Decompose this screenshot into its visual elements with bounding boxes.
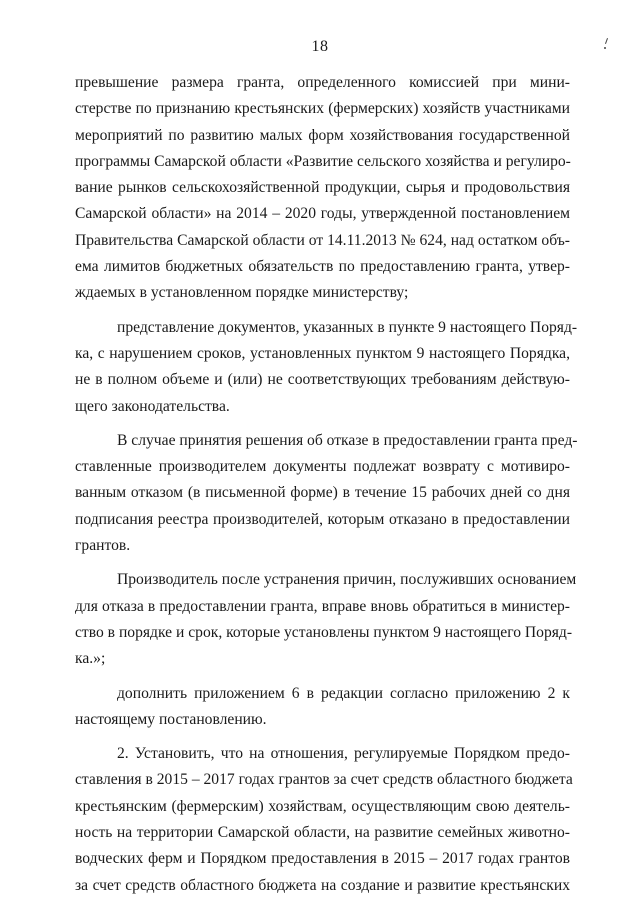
scan-artifact-mark	[604, 38, 612, 52]
text-line: ставленные производителем документы подлежат возврату с мотивиро-	[75, 458, 570, 476]
text-line: ка, с нарушением сроков, установленных пунктом 9 настоящего Порядка,	[75, 344, 570, 362]
text-line: дополнить приложением 6 в редакции согласно приложению 2 к	[117, 684, 570, 702]
text-line: подписания реестра производителей, которым отказано в предоставлении	[75, 510, 570, 528]
text-line: ставления в 2015 – 2017 годах грантов за счет средств областного бюджета	[75, 771, 573, 789]
text-line: для отказа в предоставлении гранта, вправе вновь обратиться в министер-	[75, 597, 570, 615]
text-line: ема лимитов бюджетных обязательств по предоставлению гранта, утвер-	[75, 258, 570, 276]
text-line: ство в порядке и срок, которые установлены пунктом 9 настоящего Поряд-	[75, 623, 573, 641]
paragraph-item-2	[75, 741, 573, 899]
text-line: грантов.	[75, 537, 131, 555]
paragraph-appendix	[75, 681, 570, 734]
text-line: программы Самарской области «Развитие сельского хозяйства и регулиро-	[75, 152, 571, 170]
text-line: вание рынков сельскохозяйственной продукции, сырья и продовольствия	[75, 179, 570, 197]
text-line: за счет средств областного бюджета на создание и развитие крестьянских	[75, 876, 570, 894]
text-line: не в полном объеме и (или) не соответствующих требованиям действую-	[75, 371, 570, 389]
text-line: В случае принятия решения об отказе в предоставлении гранта пред-	[117, 431, 578, 449]
paragraph-documents-violation	[75, 315, 578, 420]
text-line: ка.»;	[75, 650, 106, 668]
text-line: крестьянским (фермерским) хозяйствам, осуществляющим свою деятель-	[75, 797, 570, 815]
text-line: настоящему постановлению.	[75, 710, 267, 728]
text-line: ность на территории Самарской области, на развитие семейных животно-	[75, 824, 570, 842]
text-line: 2. Установить, что на отношения, регулируемые Порядком предо-	[117, 745, 570, 763]
text-line: превышение размера гранта, определенного комиссией при мини-	[75, 74, 570, 91]
text-line: ванным отказом (в письменной форме) в течение 15 рабочих дней со дня	[75, 484, 570, 502]
text-line: Правительства Самарской области от 14.11.2013 № 624, над остатком объ-	[75, 231, 570, 249]
text-line: водческих ферм и Порядком предоставления в 2015 – 2017 годах грантов	[75, 850, 570, 868]
text-line: щего законодательства.	[75, 397, 230, 415]
text-line: Самарской области» на 2014 – 2020 годы, утвержденной постановлением	[75, 205, 570, 223]
text-line: стерстве по признанию крестьянских (фермерских) хозяйств участниками	[75, 100, 570, 118]
text-line: мероприятий по развитию малых форм хозяйствования государственной	[75, 126, 570, 144]
paragraph-refusal-decision	[75, 428, 578, 559]
text-line: Производитель после устранения причин, послуживших основанием	[117, 571, 577, 589]
paragraph-reapply	[75, 567, 577, 672]
document-body	[75, 70, 578, 899]
paragraph-grant-excess	[75, 70, 570, 307]
text-line: ждаемых в установленном порядке министерству;	[75, 284, 409, 302]
page-number: 18	[311, 38, 329, 55]
text-line: представление документов, указанных в пункте 9 настоящего Поряд-	[117, 318, 578, 336]
